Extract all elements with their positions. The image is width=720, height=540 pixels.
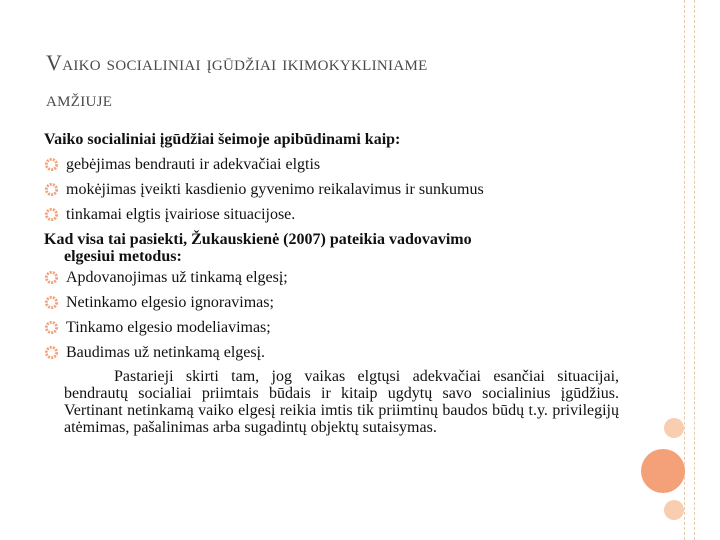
decorative-circle-large [641,449,685,493]
gear-flower-icon [44,320,59,335]
decorative-circle-small-top [664,418,684,438]
list-item [44,315,619,340]
paragraph-line: tik priimtinų baudos būdų t.y. privilegijų atėmimas, pašalinimas arba [64,402,620,436]
list-item-text: Baudimas už netinkamą elgesį. [66,344,266,361]
list-item [44,177,619,202]
slide-border-decoration [684,0,695,540]
list-item-text: tinkamai elgtis įvairiose situacijose. [66,206,296,223]
list-item-text: Netinkamo elgesio ignoravimas; [66,294,274,311]
paragraph-line: sugadintų objektų sutaisymas. [244,419,437,436]
gear-flower-icon [44,345,59,360]
list-item-text: mokėjimas įveikti kasdienio gyvenimo reikalavimus ir sunkumus [66,181,484,198]
title-line-1: Vaiko socialiniai įgūdžiai ikimokykliniame [46,50,428,75]
decorative-circle-small-bottom [664,500,684,520]
slide-body [44,127,619,436]
gear-flower-icon [44,270,59,285]
list-item-text: Apdovanojimas už tinkamą elgesį; [66,269,288,286]
title-line-2: amžiuje [46,86,113,111]
slide-title [46,44,646,118]
list-item [44,152,619,177]
list-item [44,202,619,227]
methods-heading: Kad visa tai pasiekti, Žukauskienė (2007) pateikia vadovavimo [44,231,472,248]
gear-flower-icon [44,207,59,222]
list-item-text: Tinkamo elgesio modeliavimas; [66,319,271,336]
gear-flower-icon [44,182,59,197]
gear-flower-icon [44,295,59,310]
paragraph-line: Pastarieji skirti tam, jog vaikas elgtųsi adekvačiai esančiai [114,368,545,385]
paragraph-line: situacijai, bendrautų socialiai priimtais būdais ir kitaip ugdytų savo [64,368,620,402]
list-item [44,290,619,315]
methods-heading-continued: elgesiui metodus: [64,248,182,265]
paragraph-line: socialinius įgūdžius. Vertinant netinkamą vaiko elgesį reikia imtis [64,385,620,419]
list-item-text: gebėjimas bendrauti ir adekvačiai elgtis [66,156,321,173]
summary-paragraph [44,368,619,436]
gear-flower-icon [44,157,59,172]
intro-text: Vaiko socialiniai įgūdžiai šeimoje apibūdinami kaip: [44,131,401,148]
list-item [44,340,619,365]
list-item [44,265,619,290]
